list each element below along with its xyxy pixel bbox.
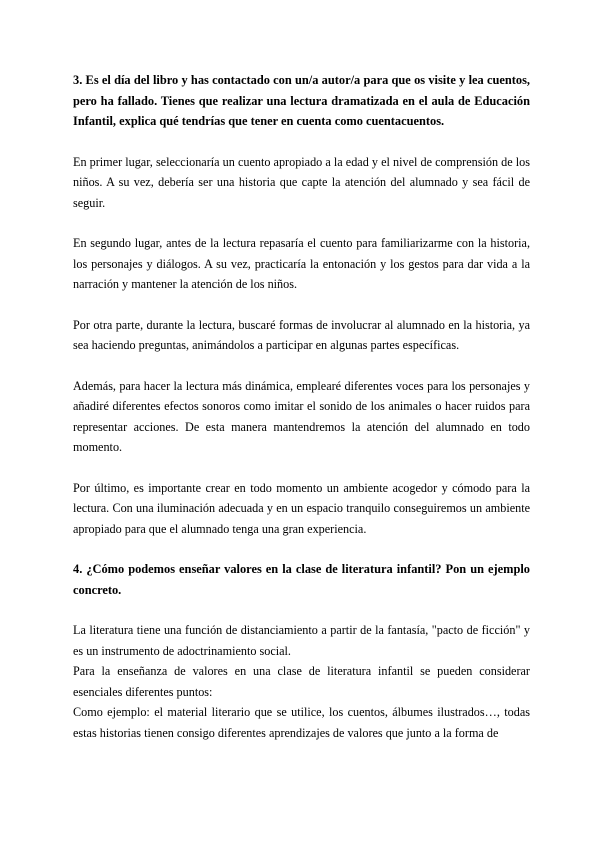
q3-paragraph-2: En segundo lugar, antes de la lectura repasaría el cuento para familiarizarme con la historia, los personajes y diálogos. A su vez, practicaría la entonación y los gestos para dar vida a la narración y mantener la atención de los niños. bbox=[73, 236, 530, 291]
q4-paragraph-3: Como ejemplo: el material literario que se utilice, los cuentos, álbumes ilustrados…, todas estas historias tienen consigo diferentes aprendizajes de valores que junto a la forma de bbox=[73, 705, 530, 740]
question-4-heading: 4. ¿Cómo podemos enseñar valores en la clase de literatura infantil? Pon un ejemplo concreto. bbox=[73, 562, 530, 597]
q4-paragraph-2: Para la enseñanza de valores en una clase de literatura infantil se pueden considerar esenciales diferentes puntos: bbox=[73, 664, 530, 699]
q3-paragraph-3: Por otra parte, durante la lectura, buscaré formas de involucrar al alumnado en la historia, ya sea haciendo preguntas, animándolos a participar en algunas partes específicas. bbox=[73, 317, 530, 352]
q3-paragraph-4: Además, para hacer la lectura más dinámica, empleаré diferentes voces para los personajes y añadiré diferentes efectos sonoros como imitar el sonido de los animales o hacer ruidos para representar acciones. De esta manera mantendremos la atención del alumnado en todo momento. bbox=[73, 378, 530, 454]
question-3-heading: 3. Es el día del libro y has contactado con un/a autor/a para que os visite y lea cuentos, pero ha fallado. Tienes que realizar una lectura dramatizada en el aula de Educación Infantil, explica qué tendrías que tener en cuenta como cuentacuentos. bbox=[73, 73, 530, 128]
q3-paragraph-1: En primer lugar, seleccionaría un cuento apropiado a la edad y el nivel de comprensión de los niños. A su vez, debería ser una historia que capte la atención del alumnado y sea fácil de seguir. bbox=[73, 154, 530, 210]
q3-paragraph-5: Por último, es importante crear en todo momento un ambiente acogedor y cómodo para la lectura. Con una iluminación adecuada y en un espacio tranquilo conseguiremos un ambiente apropiado para que el alumnado tenga una gran experiencia. bbox=[73, 480, 530, 536]
q4-paragraph-1: La literatura tiene una función de distanciamiento a partir de la fantasía, "pacto de ficción" y es un instrumento de adoctrinamiento social. bbox=[73, 623, 530, 658]
